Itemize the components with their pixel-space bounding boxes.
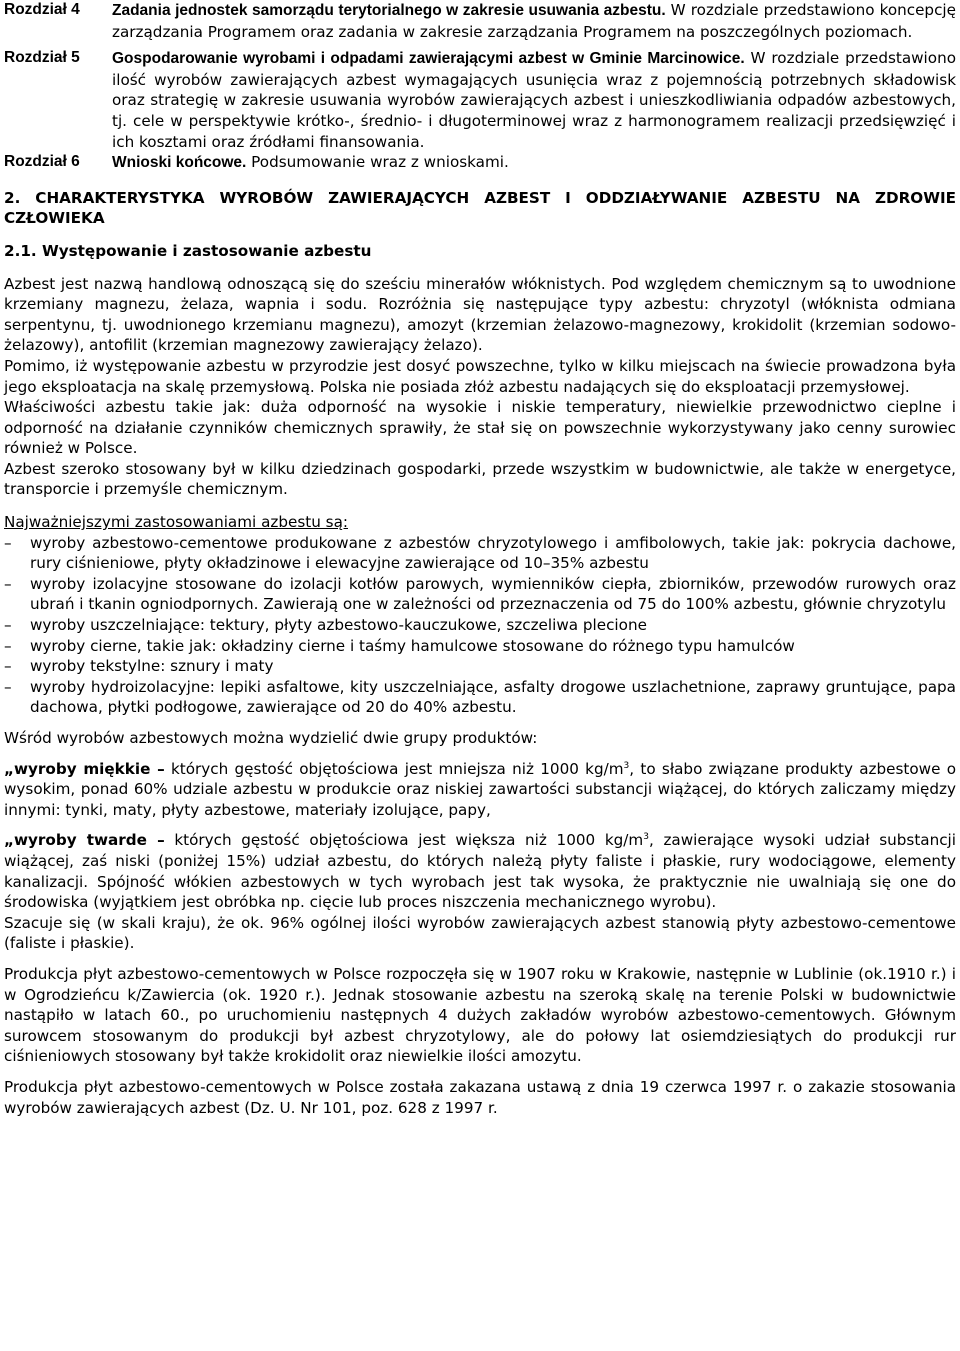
list-item: – wyroby izolacyjne stosowane do izolacji kotłów parowych, wymienników ciepła, zbiorników, przewodów rurowych oraz ubrań i tkanin ogniodpornych. Zawierają one w zależności od przeznaczenia od 75 do 100% azbestu, głównie chryzotylu xyxy=(4,574,956,614)
paragraph-asbestus-definition: Azbest jest nazwą handlową odnoszącą się do sześciu minerałów włóknistych. Pod względem chemicznym są to uwodnione krzemiany magnezu, żelaza, wapnia i sodu. Rozróżnia się następujące typy azbestu: chryzotyl (włóknista odmiana serpentynu, tj. uwodnionego krzemianu magnezu), amozyt (krzemian żelazowo-magnezowy, krokidolit (krzemian sodowo-żelazowy), antofilit (krzemian magnezowy zawierający żelazo). xyxy=(4,274,956,355)
dash-bullet: – xyxy=(4,616,12,635)
hard-products-paragraph: „wyroby twarde – których gęstość objętościowa jest większa niż 1000 $kg/m^3$, zawierające wysoki udział substancji wiążącej, zaś niski (poniżej 15%) udział azbestu, do których należą płyty faliste i płaskie, rury wodociągowe, elementy kanalizacji. Spójność włókien azbestowych w tych wyrobach jest tak wysoka, że praktycznie nie uwalniają się one do środowiska (wyjątkiem jest obróbka np. cięcie lub proces niszczenia mechanicznego wyrobu). xyxy=(4,831,956,912)
dash-bullet: – xyxy=(4,677,12,696)
list-item: – wyroby hydroizolacyjne: lepiki asfaltowe, kity uszczelniające, asfalty drogowe uszlachetnione, zaprawy gruntujące, papa dachowa, płytki podłogowe, zawierające od 20 do 40% azbestu. xyxy=(4,677,956,717)
uses-list xyxy=(4,533,956,718)
chapter-title: Zadania jednostek samorządu terytorialnego w zakresie usuwania azbestu. xyxy=(112,2,666,19)
paragraph-occurrence: Pomimo, iż występowanie azbestu w przyrodzie jest dosyć powszechne, tylko w kilku miejscach na świecie prowadzona była jego eksploatacja na skalę przemysłową. Polska nie posiada złóż azbestu nadających się do eksploatacji przemysłowej. xyxy=(4,356,956,396)
list-item: – wyroby tekstylne: sznury i maty xyxy=(4,657,274,676)
chapter-description xyxy=(112,152,956,174)
chapter-5 xyxy=(4,48,956,152)
chapter-text: Podsumowanie wraz z wnioskami. xyxy=(246,153,509,172)
dash-bullet: – xyxy=(4,574,12,593)
list-item: – wyroby cierne, takie jak: okładziny cierne i taśmy hamulcowe stosowane do różnego typu hamulców xyxy=(4,636,795,655)
chapter-title: Gospodarowanie wyrobami i odpadami zawierającymi azbest w Gminie Marcinowice. xyxy=(112,50,745,68)
chapter-number: Rozdział 4 xyxy=(4,1,80,18)
chapter-text: W rozdziale przedstawiono ilość wyrobów zawierających azbest wymagających usunięcia wraz z pojemnością potrzebnych składowisk oraz strategię w zakresie usuwania wyrobów zawierających azbest i unieszkodliwiania odpadów azbestowych, tj. cele w perspektywie krótko-, średnio- i długoterminowej wraz z harmonogramem realizacji przedsięwzięć i ich kosztami oraz źródłami finansowania. xyxy=(112,49,956,151)
dash-bullet: – xyxy=(4,657,12,676)
ban-paragraph: Produkcja płyt azbestowo-cementowych w Polsce została zakazana ustawą z dnia 19 czerwca 1997 r. o zakazie stosowania wyrobów zawierających azbest (Dz. U. Nr 101, poz. 628 z 1997 r. xyxy=(4,1077,956,1117)
subsection-heading: 2.1. Występowanie i zastosowanie azbestu xyxy=(4,241,372,260)
production-paragraph: Produkcja płyt azbestowo-cementowych w Polsce rozpoczęła się w 1907 roku w Krakowie, następnie w Lublinie (ok.1910 r.) i w Ogrodzieńcu k/Zawiercia (ok. 1920 r.). Jednak stosowanie azbestu na szeroką skalę na terenie Polski w budownictwie nastąpiło w latach 60., po uruchomieniu następnych 4 dużych zakładów wyrobów azbestowo-cementowych. Głównym surowcem stosowanym do produkcji był azbest chryzotylowy, ale do połowy lat osiemdziesiątych do produkcji rur ciśnieniowych stosowany był także krokidolit oraz niewielkie ilości amozytu. xyxy=(4,964,956,1066)
estimate-paragraph: Szacuje się (w skali kraju), że ok. 96% ogólnej ilości wyrobów zawierających azbest stanowią płyty azbestowo-cementowe (faliste i płaskie). xyxy=(4,913,956,953)
list-item: – wyroby uszczelniające: tektury, płyty azbestowo-kauczukowe, szczeliwa plecione xyxy=(4,616,647,635)
chapter-text: W rozdziale przedstawiono koncepcję zarządzania Programem oraz zadania w zakresie zarządzania Programem na poszczególnych poziomach. xyxy=(112,1,956,41)
chapter-number: Rozdział 5 xyxy=(4,49,80,67)
paragraph-properties: Właściwości azbestu takie jak: duża odporność na wysokie i niskie temperatury, niewielkie przewodnictwo cieplne i odporność na działanie czynników chemicznych sprawiły, że stał się on powszechnie wykorzystywany jako cenny surowiec również w Polsce. xyxy=(4,398,956,458)
paragraph-usage: Azbest szeroko stosowany był w kilku dziedzinach gospodarki, przede wszystkim w budownictwie, ale także w energetyce, transporcie i przemyśle chemicznym. xyxy=(4,459,956,499)
chapter-title: Wnioski końcowe. xyxy=(112,154,247,172)
section-heading: 2. CHARAKTERYSTYKA WYROBÓW ZAWIERAJĄCYCH AZBEST I ODDZIAŁYWANIE AZBESTU NA ZDROWIE CZŁOWIEKA xyxy=(4,188,956,228)
chapter-description xyxy=(112,0,956,42)
hard-products-label: „wyroby twarde – xyxy=(4,831,165,850)
groups-intro: Wśród wyrobów azbestowych można wydzielić dwie grupy produktów: xyxy=(4,729,538,747)
chapter-6 xyxy=(4,152,956,174)
soft-products-label: „wyroby miękkie – xyxy=(4,759,165,778)
list-item: – wyroby azbestowo-cementowe produkowane z azbestów chryzotylowego i amfibolowych, takie jak: pokrycia dachowe, rury ciśnieniowe, płyty okładzinowe i elewacyjne zawierające od 10–35% azbestu xyxy=(4,533,956,573)
soft-products-paragraph: „wyroby miękkie – których gęstość objętościowa jest mniejsza niż 1000 $kg/m^3$, to słabo związane produkty azbestowe o wysokim, ponad 60% udziale azbestu w produkcie oraz niskiej zawartości substancji wiążącej, do których zaliczamy między innymi: tynki, maty, płyty azbestowe, materiały izolujące, papy, xyxy=(4,759,956,819)
dash-bullet: – xyxy=(4,533,12,552)
chapter-number: Rozdział 6 xyxy=(4,153,80,171)
dash-bullet: – xyxy=(4,636,12,655)
chapter-description xyxy=(112,48,956,152)
uses-title: Najważniejszymi zastosowaniami azbestu są: xyxy=(4,513,348,532)
chapter-4 xyxy=(4,0,956,42)
